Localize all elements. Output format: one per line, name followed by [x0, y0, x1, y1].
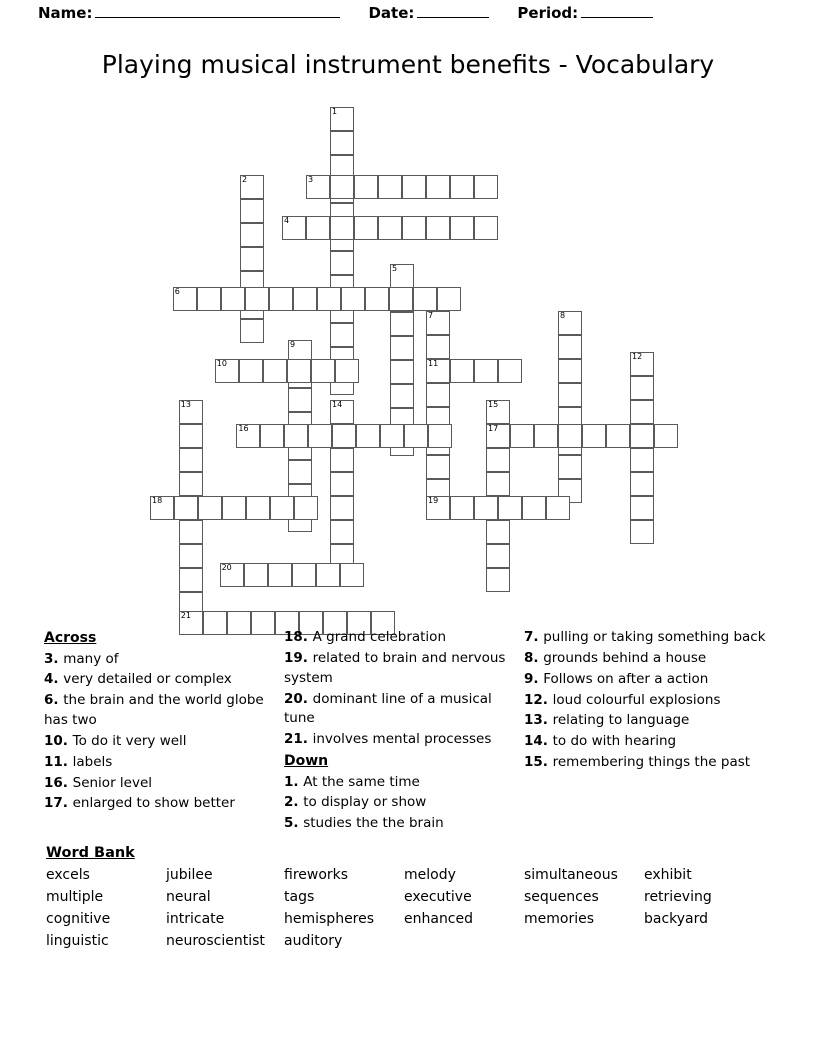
crossword-cell[interactable] [390, 336, 414, 360]
word-bank-word: neuroscientist [166, 933, 265, 949]
clue-column-2 [284, 628, 524, 835]
crossword-cell[interactable] [179, 544, 203, 568]
clue-down-5 [284, 814, 524, 834]
crossword-cell[interactable] [354, 175, 378, 199]
crossword-cell[interactable] [654, 424, 678, 448]
clue-text: enlarged to show better [72, 795, 235, 812]
word-bank-word: cognitive [46, 911, 111, 927]
crossword-cell[interactable] [263, 359, 287, 383]
clue-down-7 [524, 628, 780, 648]
crossword-cell[interactable] [558, 359, 582, 383]
cell-number: 3 [308, 175, 314, 185]
word-bank-section [46, 845, 786, 949]
word-bank-word: tags [284, 889, 315, 905]
clue-across-18 [284, 628, 524, 648]
crossword-cell[interactable] [450, 175, 474, 199]
clue-text: Senior level [72, 774, 153, 791]
crossword-cell[interactable] [486, 520, 510, 544]
crossword-cell[interactable] [174, 496, 198, 520]
crossword-cell[interactable] [437, 287, 461, 311]
crossword-cell[interactable] [630, 472, 654, 496]
cell-number: 6 [174, 287, 180, 296]
word-bank-word: linguistic [46, 933, 109, 949]
crossword-cell[interactable] [282, 216, 306, 240]
crossword-cell[interactable] [317, 287, 341, 311]
crossword-cell[interactable] [558, 311, 582, 335]
cell-number: 5 [392, 264, 398, 274]
crossword-cell[interactable] [558, 424, 582, 448]
clue-number: 6. [44, 692, 64, 709]
clue-number: 13. [524, 712, 553, 729]
crossword-cell[interactable] [474, 496, 498, 520]
cell-number: 13 [180, 399, 191, 409]
word-bank-word: hemispheres [284, 911, 375, 927]
clue-number: 18. [284, 629, 313, 645]
clues-section [44, 628, 780, 835]
crossword-cell[interactable] [426, 175, 450, 199]
word-bank-word: neural [166, 889, 211, 905]
clue-across-4 [44, 670, 284, 690]
crossword-cell[interactable] [330, 496, 354, 520]
crossword-cell[interactable] [486, 424, 510, 448]
cell-number: 12 [632, 351, 643, 361]
crossword-cell[interactable] [486, 544, 510, 568]
clue-text: To do it very well [72, 732, 187, 749]
crossword-cell[interactable] [179, 472, 203, 496]
clue-text: Follows on after a action [543, 670, 709, 687]
crossword-cell[interactable] [534, 424, 558, 448]
clue-number: 7. [524, 629, 544, 645]
page-title: Playing musical instrument benefits - Vocabulary [101, 50, 715, 79]
clue-number: 4. [44, 671, 64, 688]
crossword-cell[interactable] [378, 175, 402, 199]
across-heading: Across [44, 630, 97, 646]
clue-text: loud colourful explosions [552, 691, 721, 708]
crossword-cell[interactable] [474, 216, 498, 240]
crossword-cell[interactable] [390, 264, 414, 288]
crossword-cell[interactable] [450, 359, 474, 383]
crossword-cell[interactable] [316, 563, 340, 587]
crossword-cell[interactable] [498, 359, 522, 383]
crossword-cell[interactable] [221, 287, 245, 311]
crossword-cell[interactable] [630, 448, 654, 472]
crossword-cell[interactable] [428, 424, 452, 448]
clue-text: the brain and the world globe has two [44, 692, 264, 729]
crossword-cell[interactable] [390, 312, 414, 336]
clue-down-12 [524, 691, 780, 711]
crossword-cell[interactable] [179, 424, 203, 448]
crossword-cell[interactable] [426, 311, 450, 335]
clue-across-21 [284, 730, 524, 750]
crossword-cell[interactable] [510, 424, 534, 448]
crossword-cell[interactable] [239, 359, 263, 383]
cell-number: 4 [284, 216, 290, 226]
crossword-cell[interactable] [582, 424, 606, 448]
crossword-cell[interactable] [486, 568, 510, 592]
clue-number: 20. [284, 690, 313, 707]
crossword-cell[interactable] [356, 424, 380, 448]
crossword-cell[interactable] [404, 424, 428, 448]
word-bank-word: jubilee [166, 867, 213, 883]
crossword-cell[interactable] [269, 287, 293, 311]
crossword-cell[interactable] [365, 287, 389, 311]
crossword-cell[interactable] [150, 496, 174, 520]
crossword-cell[interactable] [330, 520, 354, 544]
clue-number: 1. [284, 773, 304, 790]
crossword-cell[interactable] [197, 287, 221, 311]
cell-number: 1 [332, 107, 338, 116]
crossword-cell[interactable] [474, 359, 498, 383]
clue-text: studies the the brain [303, 815, 444, 832]
crossword-cell[interactable] [288, 388, 312, 412]
crossword-cell[interactable] [486, 448, 510, 472]
word-bank-word: executive [404, 889, 472, 905]
crossword-cell[interactable] [606, 424, 630, 448]
crossword-cell[interactable] [330, 131, 354, 155]
clue-down-13 [524, 711, 780, 731]
word-bank-word: retrieving [644, 889, 712, 905]
clue-across-11 [44, 753, 284, 773]
cell-number: 10 [216, 359, 227, 368]
clue-number: 5. [284, 815, 304, 832]
crossword-cell[interactable] [630, 496, 654, 520]
crossword-cell[interactable] [335, 359, 359, 383]
crossword-cell[interactable] [308, 424, 332, 448]
crossword-cell[interactable] [341, 287, 365, 311]
word-bank-word: fireworks [284, 867, 349, 883]
crossword-cell[interactable] [474, 175, 498, 199]
crossword-cell[interactable] [173, 287, 197, 311]
word-bank-word: excels [46, 867, 90, 883]
crossword-cell[interactable] [498, 496, 522, 520]
crossword-cell[interactable] [378, 216, 402, 240]
clue-text: to do with hearing [552, 733, 677, 750]
crossword-cell[interactable] [546, 496, 570, 520]
crossword-cell[interactable] [330, 448, 354, 472]
crossword-cell[interactable] [222, 496, 246, 520]
crossword-cell[interactable] [354, 216, 378, 240]
word-bank-heading: Word Bank [46, 845, 135, 861]
clue-number: 15. [524, 754, 553, 771]
crossword-cell[interactable] [215, 359, 239, 383]
crossword-cell[interactable] [293, 287, 317, 311]
crossword-cell[interactable] [426, 383, 450, 407]
crossword-cell[interactable] [390, 360, 414, 384]
crossword-cell[interactable] [236, 424, 260, 448]
crossword-cell[interactable] [330, 216, 354, 240]
word-bank-empty [404, 933, 524, 949]
crossword-cell[interactable] [380, 424, 404, 448]
crossword-cell[interactable] [287, 359, 311, 383]
word-bank-word: exhibit [644, 867, 692, 883]
word-bank-word: intricate [166, 911, 225, 927]
crossword-cell[interactable] [179, 400, 203, 424]
clue-number: 9. [524, 670, 544, 687]
clue-across-16 [44, 774, 284, 794]
crossword-cell[interactable] [450, 216, 474, 240]
crossword-cell[interactable] [450, 496, 474, 520]
cell-number: 7 [428, 311, 434, 320]
crossword-cell[interactable] [179, 448, 203, 472]
clue-number: 11. [44, 753, 73, 770]
clue-text: grounds behind a house [543, 649, 707, 666]
crossword-cell[interactable] [486, 472, 510, 496]
clue-across-10 [44, 732, 284, 752]
crossword-cell[interactable] [426, 335, 450, 359]
date-label: Date: [368, 4, 415, 22]
cell-number: 17 [488, 423, 499, 433]
clue-number: 3. [44, 650, 64, 667]
clue-number: 21. [284, 731, 313, 748]
crossword-cell[interactable] [179, 520, 203, 544]
clue-text: very detailed or complex [63, 671, 232, 688]
crossword-cell[interactable] [198, 496, 222, 520]
cell-number: 2 [242, 175, 248, 185]
crossword-cell[interactable] [330, 175, 354, 199]
crossword-cell[interactable] [240, 247, 264, 271]
clue-text: labels [72, 753, 113, 770]
crossword-cell[interactable] [426, 359, 450, 383]
clue-number: 12. [524, 691, 553, 708]
period-label: Period: [517, 4, 579, 22]
clue-number: 16. [44, 774, 73, 791]
cell-number: 15 [488, 399, 499, 409]
clue-text: involves mental processes [312, 731, 492, 748]
cell-number: 18 [152, 495, 163, 505]
clue-number: 19. [284, 649, 313, 666]
crossword-cell[interactable] [306, 175, 330, 199]
crossword-cell[interactable] [402, 216, 426, 240]
crossword-cell[interactable] [426, 455, 450, 479]
crossword-cell[interactable] [288, 460, 312, 484]
clue-number: 8. [524, 649, 544, 666]
crossword-cell[interactable] [268, 563, 292, 587]
clue-text: pulling or taking something back [543, 629, 766, 645]
clue-column-3 [524, 628, 780, 774]
crossword-cell[interactable] [240, 223, 264, 247]
crossword-cell[interactable] [311, 359, 335, 383]
clue-number: 14. [524, 733, 553, 750]
cell-number: 14 [332, 399, 343, 409]
crossword-cell[interactable] [244, 563, 268, 587]
crossword-cell[interactable] [240, 319, 264, 343]
clue-across-3 [44, 650, 284, 670]
clue-number: 2. [284, 794, 304, 811]
crossword-cell[interactable] [284, 424, 308, 448]
crossword-cell[interactable] [630, 352, 654, 376]
clue-text: many of [63, 650, 119, 667]
crossword-cell[interactable] [402, 175, 426, 199]
cell-number: 9 [290, 339, 296, 349]
crossword-cell[interactable] [426, 216, 450, 240]
cell-number: 20 [221, 563, 232, 572]
clue-across-20 [284, 690, 524, 730]
word-bank-word: auditory [284, 933, 343, 949]
clue-text: At the same time [303, 773, 420, 790]
clue-text: remembering things the past [552, 754, 751, 771]
word-bank-empty [644, 933, 764, 949]
crossword-cell[interactable] [426, 496, 450, 520]
word-bank-word: enhanced [404, 911, 474, 927]
clue-number: 17. [44, 795, 73, 812]
clue-down-15 [524, 753, 780, 773]
clue-column-1 [44, 628, 284, 815]
crossword-cell[interactable] [332, 424, 356, 448]
crossword-cell[interactable] [390, 384, 414, 408]
crossword-cell[interactable] [260, 424, 284, 448]
crossword-cell[interactable] [630, 376, 654, 400]
crossword-cell[interactable] [245, 287, 269, 311]
word-bank-word: backyard [644, 911, 709, 927]
word-bank-word: multiple [46, 889, 104, 905]
crossword-cell[interactable] [413, 287, 437, 311]
crossword-cell[interactable] [294, 496, 318, 520]
clue-down-14 [524, 732, 780, 752]
crossword-cell[interactable] [246, 496, 270, 520]
clue-across-6 [44, 691, 284, 731]
cell-number: 8 [560, 311, 566, 320]
crossword-cell[interactable] [486, 400, 510, 424]
crossword-cell[interactable] [330, 472, 354, 496]
clue-down-9 [524, 670, 780, 690]
clue-text: dominant line of a musical tune [284, 690, 492, 727]
crossword-cell[interactable] [630, 400, 654, 424]
clue-across-17 [44, 794, 284, 814]
crossword-cell[interactable] [330, 107, 354, 131]
word-bank-word: memories [524, 911, 595, 927]
word-bank-word: simultaneous [524, 867, 618, 883]
crossword-cell[interactable] [630, 424, 654, 448]
crossword-cell[interactable] [389, 287, 413, 311]
crossword-cell[interactable] [270, 496, 294, 520]
clue-down-1 [284, 773, 524, 793]
crossword-cell[interactable] [558, 455, 582, 479]
clue-down-2 [284, 793, 524, 813]
cell-number: 21 [180, 611, 191, 620]
clue-text: relating to language [552, 712, 690, 729]
clue-text: related to brain and nervous system [284, 649, 506, 686]
crossword-cell[interactable] [558, 335, 582, 359]
clue-text: to display or show [303, 794, 427, 811]
cell-number: 19 [428, 495, 439, 505]
crossword-cell[interactable] [220, 563, 244, 587]
crossword-cell[interactable] [558, 383, 582, 407]
word-bank-list [46, 867, 786, 949]
crossword-cell[interactable] [330, 323, 354, 347]
crossword-cell[interactable] [240, 199, 264, 223]
word-bank-empty [524, 933, 644, 949]
clue-across-19 [284, 649, 524, 689]
crossword-cell[interactable] [630, 520, 654, 544]
cell-number: 16 [238, 423, 249, 433]
name-label: Name: [38, 4, 93, 22]
clue-down-8 [524, 649, 780, 669]
crossword-cell[interactable] [522, 496, 546, 520]
word-bank-word: melody [404, 867, 456, 883]
crossword-cell[interactable] [179, 568, 203, 592]
word-bank-word: sequences [524, 889, 599, 905]
cell-number: 11 [428, 359, 439, 368]
crossword-cell[interactable] [240, 175, 264, 199]
clue-text: A grand celebration [312, 629, 446, 645]
crossword-cell[interactable] [292, 563, 316, 587]
crossword-cell[interactable] [306, 216, 330, 240]
crossword-cell[interactable] [340, 563, 364, 587]
clue-number: 10. [44, 732, 73, 749]
down-heading: Down [284, 753, 329, 770]
crossword-cell[interactable] [330, 400, 354, 424]
crossword-cell[interactable] [330, 251, 354, 275]
